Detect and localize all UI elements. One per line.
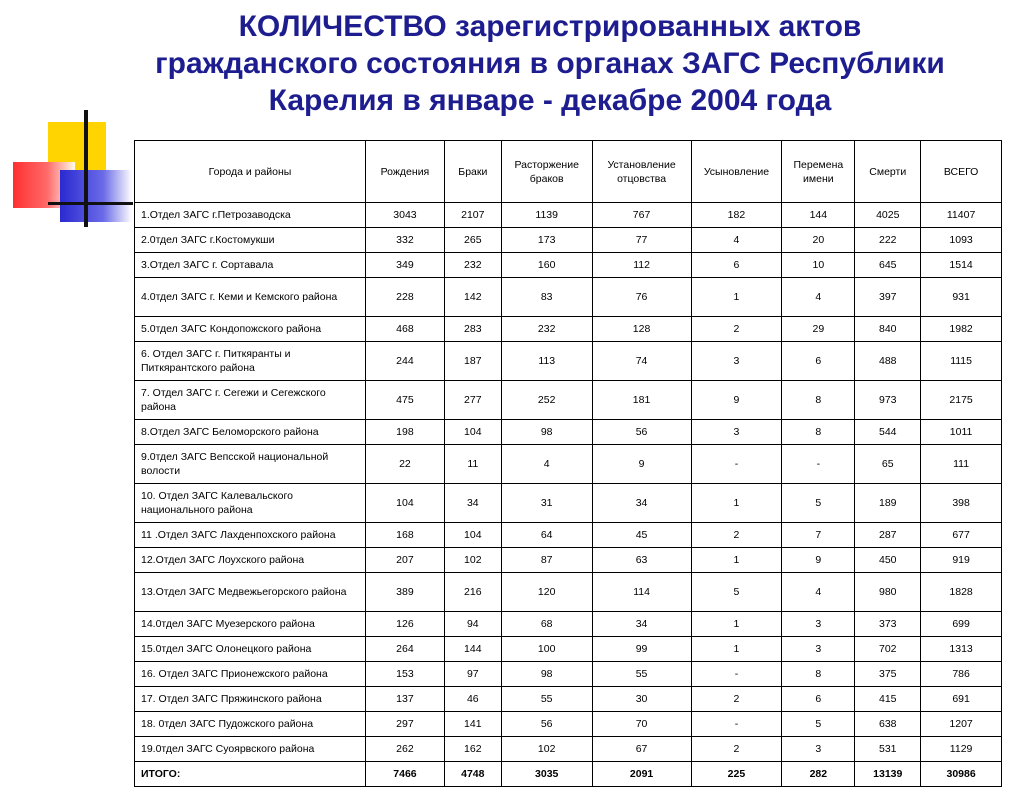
table-cell: - xyxy=(691,712,782,737)
table-cell: 645 xyxy=(855,253,921,278)
table-cell: 70 xyxy=(592,712,691,737)
table-cell: 287 xyxy=(855,523,921,548)
table-cell: 9 xyxy=(782,548,855,573)
column-header: Рождения xyxy=(366,141,445,203)
table-cell: 34 xyxy=(444,484,501,523)
table-cell: 277 xyxy=(444,381,501,420)
statistics-table xyxy=(134,140,1002,787)
table-cell: 1139 xyxy=(501,203,592,228)
table-cell: 113 xyxy=(501,342,592,381)
row-label-cell: 18. 0тдел ЗАГС Пудожского района xyxy=(135,712,366,737)
table-cell: 488 xyxy=(855,342,921,381)
row-label-cell: 19.0тдел ЗАГС Суоярвского района xyxy=(135,737,366,762)
table-cell: 3043 xyxy=(366,203,445,228)
decor-blue-block xyxy=(60,170,132,222)
table-row xyxy=(135,381,1002,420)
table-cell: 187 xyxy=(444,342,501,381)
total-label-cell: ИТОГО: xyxy=(135,762,366,787)
table-cell: 5 xyxy=(782,484,855,523)
table-cell: 104 xyxy=(444,420,501,445)
table-cell: 1011 xyxy=(921,420,1002,445)
table-cell: 198 xyxy=(366,420,445,445)
table-cell: 173 xyxy=(501,228,592,253)
column-header: Усыновление xyxy=(691,141,782,203)
table-cell: 144 xyxy=(782,203,855,228)
table-cell: 1 xyxy=(691,612,782,637)
row-label-cell: 16. Отдел ЗАГС Прионежского района xyxy=(135,662,366,687)
table-cell: 786 xyxy=(921,662,1002,687)
row-label-cell: 11 .Отдел ЗАГС Лахденпохского района xyxy=(135,523,366,548)
table-cell: 114 xyxy=(592,573,691,612)
table-cell: 5 xyxy=(691,573,782,612)
total-row xyxy=(135,762,1002,787)
table-cell: 397 xyxy=(855,278,921,317)
table-cell: 87 xyxy=(501,548,592,573)
table-cell: 450 xyxy=(855,548,921,573)
table-cell: 182 xyxy=(691,203,782,228)
table-cell: 228 xyxy=(366,278,445,317)
table-cell: 1 xyxy=(691,278,782,317)
table-cell: 1514 xyxy=(921,253,1002,278)
table-cell: 4 xyxy=(782,278,855,317)
table-cell: 55 xyxy=(592,662,691,687)
table-row xyxy=(135,445,1002,484)
table-row xyxy=(135,228,1002,253)
table-cell: 65 xyxy=(855,445,921,484)
row-label-cell: 1.Отдел ЗАГС г.Петрозаводска xyxy=(135,203,366,228)
table-cell: - xyxy=(691,662,782,687)
decor-vertical-line xyxy=(84,110,88,227)
row-label-cell: 17. Отдел ЗАГС Пряжинского района xyxy=(135,687,366,712)
table-row xyxy=(135,687,1002,712)
table-cell: 207 xyxy=(366,548,445,573)
column-header: Расторжение браков xyxy=(501,141,592,203)
table-cell: 20 xyxy=(782,228,855,253)
table-cell: 702 xyxy=(855,637,921,662)
table-cell: 332 xyxy=(366,228,445,253)
title-line-2: гражданского состояния в органах ЗАГС Республики xyxy=(155,47,945,80)
table-cell: - xyxy=(782,445,855,484)
table-cell: 6 xyxy=(782,342,855,381)
table-cell: 691 xyxy=(921,687,1002,712)
table-cell: 29 xyxy=(782,317,855,342)
table-cell: 46 xyxy=(444,687,501,712)
table-cell: 104 xyxy=(366,484,445,523)
table-cell: 544 xyxy=(855,420,921,445)
table-cell: 30 xyxy=(592,687,691,712)
table-cell: 398 xyxy=(921,484,1002,523)
table-cell: 102 xyxy=(444,548,501,573)
table-cell: 64 xyxy=(501,523,592,548)
table-cell: 252 xyxy=(501,381,592,420)
total-cell: 3035 xyxy=(501,762,592,787)
table-cell: 56 xyxy=(501,712,592,737)
table-cell: 2 xyxy=(691,317,782,342)
table-row xyxy=(135,317,1002,342)
table-cell: 767 xyxy=(592,203,691,228)
table-cell: 189 xyxy=(855,484,921,523)
table-cell: 1207 xyxy=(921,712,1002,737)
table-row xyxy=(135,712,1002,737)
table-cell: 415 xyxy=(855,687,921,712)
table-cell: 264 xyxy=(366,637,445,662)
table-cell: 375 xyxy=(855,662,921,687)
table-cell: 232 xyxy=(444,253,501,278)
table-cell: 1313 xyxy=(921,637,1002,662)
table-row xyxy=(135,737,1002,762)
table-cell: 97 xyxy=(444,662,501,687)
table-cell: 475 xyxy=(366,381,445,420)
table-cell: 8 xyxy=(782,662,855,687)
table-cell: 112 xyxy=(592,253,691,278)
table-row xyxy=(135,548,1002,573)
table-cell: 349 xyxy=(366,253,445,278)
table-cell: 31 xyxy=(501,484,592,523)
table-cell: 153 xyxy=(366,662,445,687)
table-header-row xyxy=(135,141,1002,203)
table-cell: 11407 xyxy=(921,203,1002,228)
total-cell: 7466 xyxy=(366,762,445,787)
table-cell: 6 xyxy=(782,687,855,712)
table-cell: 22 xyxy=(366,445,445,484)
table-cell: 931 xyxy=(921,278,1002,317)
table-row xyxy=(135,203,1002,228)
table-cell: 55 xyxy=(501,687,592,712)
table-row xyxy=(135,253,1002,278)
table-cell: 68 xyxy=(501,612,592,637)
table-cell: 74 xyxy=(592,342,691,381)
table-cell: 373 xyxy=(855,612,921,637)
row-label-cell: 4.0тдел ЗАГС г. Кеми и Кемского района xyxy=(135,278,366,317)
table-cell: 181 xyxy=(592,381,691,420)
table-cell: 3 xyxy=(782,612,855,637)
table-cell: 34 xyxy=(592,612,691,637)
table-cell: 98 xyxy=(501,662,592,687)
table-cell: 265 xyxy=(444,228,501,253)
table-cell: 2 xyxy=(691,687,782,712)
table-cell: 1129 xyxy=(921,737,1002,762)
table-cell: 63 xyxy=(592,548,691,573)
table-cell: 83 xyxy=(501,278,592,317)
table-cell: 8 xyxy=(782,381,855,420)
table-row xyxy=(135,523,1002,548)
table-cell: 9 xyxy=(691,381,782,420)
table-cell: 468 xyxy=(366,317,445,342)
row-label-cell: 15.0тдел ЗАГС Олонецкого района xyxy=(135,637,366,662)
table-cell: 126 xyxy=(366,612,445,637)
table-cell: 99 xyxy=(592,637,691,662)
decor-horizontal-line xyxy=(48,202,133,205)
table-cell: 2 xyxy=(691,737,782,762)
table-cell: 162 xyxy=(444,737,501,762)
table-cell: 973 xyxy=(855,381,921,420)
table-cell: 2 xyxy=(691,523,782,548)
table-cell: 980 xyxy=(855,573,921,612)
column-header: Смерти xyxy=(855,141,921,203)
table-cell: 5 xyxy=(782,712,855,737)
table-cell: 34 xyxy=(592,484,691,523)
table-cell: 262 xyxy=(366,737,445,762)
table-cell: 3 xyxy=(782,637,855,662)
table-row xyxy=(135,612,1002,637)
page-title xyxy=(100,8,1000,119)
table-cell: 94 xyxy=(444,612,501,637)
table-cell: 531 xyxy=(855,737,921,762)
table-cell: 677 xyxy=(921,523,1002,548)
table-row xyxy=(135,637,1002,662)
table-cell: 141 xyxy=(444,712,501,737)
table-cell: 98 xyxy=(501,420,592,445)
total-cell: 225 xyxy=(691,762,782,787)
table-cell: 2107 xyxy=(444,203,501,228)
table-cell: 6 xyxy=(691,253,782,278)
table-row xyxy=(135,484,1002,523)
table-cell: 1115 xyxy=(921,342,1002,381)
row-label-cell: 2.0тдел ЗАГС г.Костомукши xyxy=(135,228,366,253)
table-cell: 8 xyxy=(782,420,855,445)
table-cell: 1093 xyxy=(921,228,1002,253)
table-cell: 77 xyxy=(592,228,691,253)
total-cell: 4748 xyxy=(444,762,501,787)
table-cell: 4 xyxy=(501,445,592,484)
total-cell: 2091 xyxy=(592,762,691,787)
table-cell: 1 xyxy=(691,484,782,523)
table-cell: 840 xyxy=(855,317,921,342)
total-cell: 13139 xyxy=(855,762,921,787)
table-row xyxy=(135,342,1002,381)
column-header: Перемена имени xyxy=(782,141,855,203)
row-label-cell: 5.0тдел ЗАГС Кондопожского района xyxy=(135,317,366,342)
total-cell: 30986 xyxy=(921,762,1002,787)
table-cell: 160 xyxy=(501,253,592,278)
row-label-cell: 8.Отдел ЗАГС Беломорского района xyxy=(135,420,366,445)
table-cell: 9 xyxy=(592,445,691,484)
table-cell: 67 xyxy=(592,737,691,762)
table-cell: 100 xyxy=(501,637,592,662)
table-cell: 244 xyxy=(366,342,445,381)
table-cell: 1828 xyxy=(921,573,1002,612)
row-label-cell: 3.Отдел ЗАГС г. Сортавала xyxy=(135,253,366,278)
table-cell: 111 xyxy=(921,445,1002,484)
table-cell: 232 xyxy=(501,317,592,342)
table-cell: 1982 xyxy=(921,317,1002,342)
row-label-cell: 13.Отдел ЗАГС Медвежьегорского района xyxy=(135,573,366,612)
row-label-cell: 7. Отдел ЗАГС г. Сегежи и Сегежского района xyxy=(135,381,366,420)
table-cell: 144 xyxy=(444,637,501,662)
table-cell: 2175 xyxy=(921,381,1002,420)
table-cell: 168 xyxy=(366,523,445,548)
table-row xyxy=(135,573,1002,612)
table-cell: 222 xyxy=(855,228,921,253)
table-cell: 56 xyxy=(592,420,691,445)
title-line-3: Карелия в январе - декабре 2004 года xyxy=(268,84,832,117)
total-cell: 282 xyxy=(782,762,855,787)
row-label-cell: 12.Отдел ЗАГС Лоухского района xyxy=(135,548,366,573)
table-cell: 283 xyxy=(444,317,501,342)
table-cell: 1 xyxy=(691,637,782,662)
table-cell: 3 xyxy=(691,342,782,381)
table-row xyxy=(135,662,1002,687)
row-label-cell: 14.0тдел ЗАГС Муезерского района xyxy=(135,612,366,637)
table-cell: 45 xyxy=(592,523,691,548)
table-cell: 128 xyxy=(592,317,691,342)
column-header: ВСЕГО xyxy=(921,141,1002,203)
table-cell: 4 xyxy=(691,228,782,253)
table-row xyxy=(135,420,1002,445)
table-cell: - xyxy=(691,445,782,484)
table-cell: 10 xyxy=(782,253,855,278)
title-line-1: КОЛИЧЕСТВО зарегистрированных актов xyxy=(238,10,862,43)
column-header: Города и районы xyxy=(135,141,366,203)
table-body xyxy=(135,203,1002,787)
table-cell: 699 xyxy=(921,612,1002,637)
table-cell: 4025 xyxy=(855,203,921,228)
table-cell: 3 xyxy=(691,420,782,445)
table-cell: 76 xyxy=(592,278,691,317)
table-cell: 4 xyxy=(782,573,855,612)
column-header: Браки xyxy=(444,141,501,203)
table-cell: 120 xyxy=(501,573,592,612)
table-cell: 1 xyxy=(691,548,782,573)
table-cell: 11 xyxy=(444,445,501,484)
table-cell: 7 xyxy=(782,523,855,548)
table-cell: 102 xyxy=(501,737,592,762)
column-header: Установление отцовства xyxy=(592,141,691,203)
row-label-cell: 6. Отдел ЗАГС г. Питкяранты и Питкярантского района xyxy=(135,342,366,381)
table-cell: 216 xyxy=(444,573,501,612)
table-cell: 919 xyxy=(921,548,1002,573)
table-cell: 389 xyxy=(366,573,445,612)
table-cell: 638 xyxy=(855,712,921,737)
table-row xyxy=(135,278,1002,317)
row-label-cell: 9.0тдел ЗАГС Вепсской национальной волости xyxy=(135,445,366,484)
table-cell: 104 xyxy=(444,523,501,548)
table-cell: 297 xyxy=(366,712,445,737)
table-cell: 3 xyxy=(782,737,855,762)
table-cell: 142 xyxy=(444,278,501,317)
row-label-cell: 10. Отдел ЗАГС Калевальского национального района xyxy=(135,484,366,523)
table-cell: 137 xyxy=(366,687,445,712)
